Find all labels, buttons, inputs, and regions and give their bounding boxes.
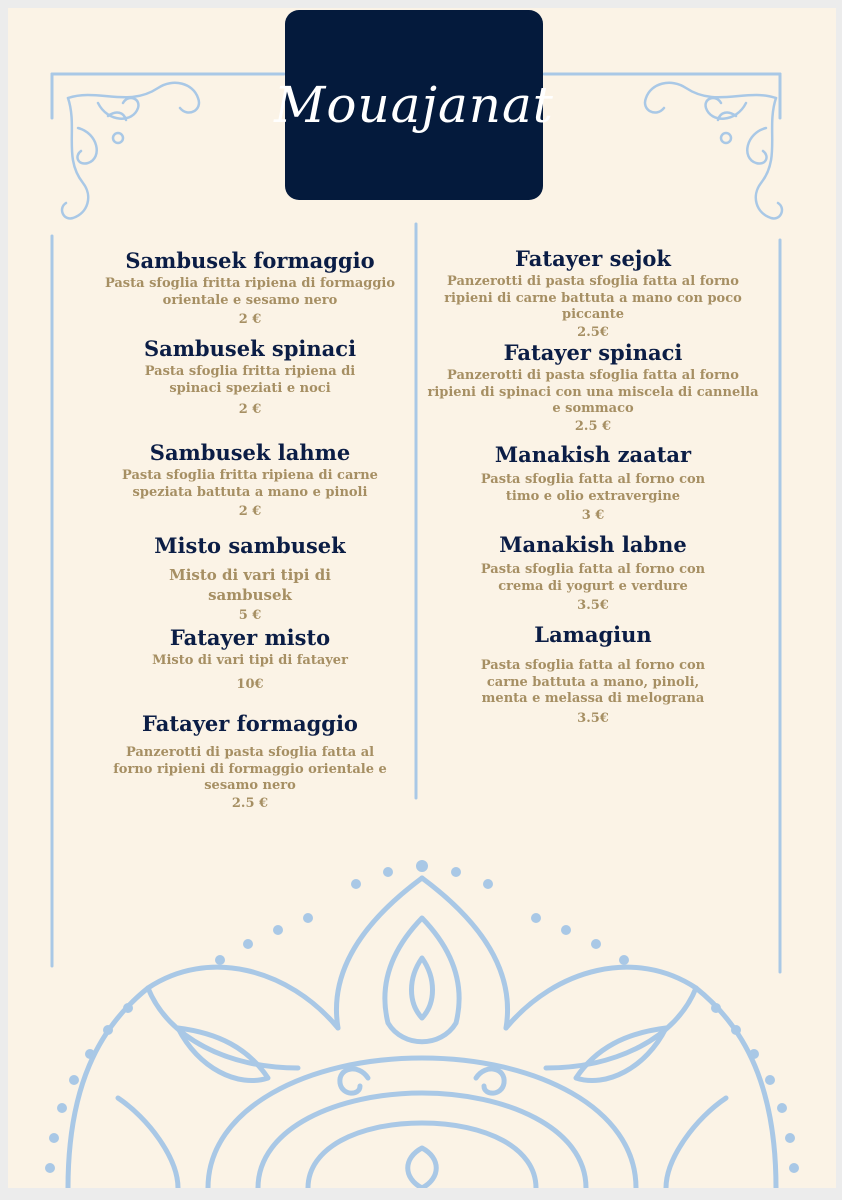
- item-name: Misto sambusek: [154, 533, 346, 558]
- item-name: Fatayer spinaci: [503, 340, 683, 365]
- menu-item: [428, 532, 758, 615]
- item-description: Pasta sfoglia fatta al forno con carne battuta a mano, pinoli, menta e melassa di melograna: [480, 658, 706, 706]
- item-price: 2.5 €: [574, 418, 612, 434]
- item-name: Sambusek formaggio: [125, 248, 375, 273]
- menu-item: [90, 711, 410, 813]
- item-name: Sambusek spinaci: [143, 336, 357, 361]
- menu-item: [90, 533, 410, 625]
- corner-flourish-icon: [62, 83, 199, 219]
- item-name: Manakish labne: [499, 532, 687, 557]
- menu-item: [90, 625, 410, 694]
- item-description: Panzerotti di pasta sfoglia fatta al forno ripieni di formaggio orientale e sesamo nero: [113, 745, 387, 793]
- menu-item: [90, 248, 410, 329]
- item-description: Misto di vari tipi di sambusek: [169, 566, 331, 604]
- mandala-ornament-icon: [8, 858, 836, 1188]
- item-price: 2 €: [238, 312, 262, 327]
- item-name: Fatayer formaggio: [142, 711, 358, 736]
- menu-page: [8, 8, 836, 1188]
- menu-item: [90, 336, 410, 419]
- menu-item: [428, 622, 758, 728]
- item-description: Panzerotti di pasta sfoglia fatta al forno ripieni di spinaci con una miscela di cannella e sommaco: [427, 368, 759, 416]
- item-name: Manakish zaatar: [494, 442, 692, 467]
- menu-item: [428, 246, 758, 342]
- item-price: 2.5 €: [231, 795, 269, 811]
- item-name: Fatayer sejok: [515, 246, 671, 271]
- item-description: Pasta sfoglia fritta ripiena di carne speziata battuta a mano e pinoli: [122, 468, 378, 500]
- item-price: 2.5€: [577, 324, 609, 340]
- item-price: 10€: [236, 676, 264, 692]
- item-price: 2 €: [238, 402, 262, 417]
- menu-item: [90, 440, 410, 521]
- item-description: Panzerotti di pasta sfoglia fatta al forno ripieni di carne battuta a mano con poco piccante: [444, 274, 742, 322]
- item-name: Sambusek lahme: [149, 440, 351, 465]
- item-description: Pasta sfoglia fritta ripiena di formaggio orientale e sesamo nero: [104, 276, 396, 308]
- item-price: 3.5€: [577, 598, 609, 613]
- item-name: Lamagiun: [534, 622, 652, 647]
- item-name: Fatayer misto: [169, 625, 331, 650]
- item-price: 3.5€: [577, 710, 609, 726]
- menu-item: [428, 340, 758, 436]
- item-price: 2 €: [238, 504, 262, 519]
- item-description: Pasta sfoglia fatta al forno con timo e olio extravergine: [480, 472, 706, 504]
- corner-flourish-icon: [645, 83, 782, 219]
- item-description: Pasta sfoglia fatta al forno con crema di yogurt e verdure: [480, 562, 706, 594]
- title-box: [274, 10, 554, 200]
- item-description: Pasta sfoglia fritta ripiena di spinaci speziati e noci: [144, 364, 356, 396]
- item-price: 5 €: [238, 608, 262, 623]
- item-price: 3 €: [581, 508, 605, 523]
- item-description: Misto di vari tipi di fatayer: [152, 653, 348, 668]
- menu-title: Mouajanat: [274, 76, 554, 134]
- menu-item: [428, 442, 758, 525]
